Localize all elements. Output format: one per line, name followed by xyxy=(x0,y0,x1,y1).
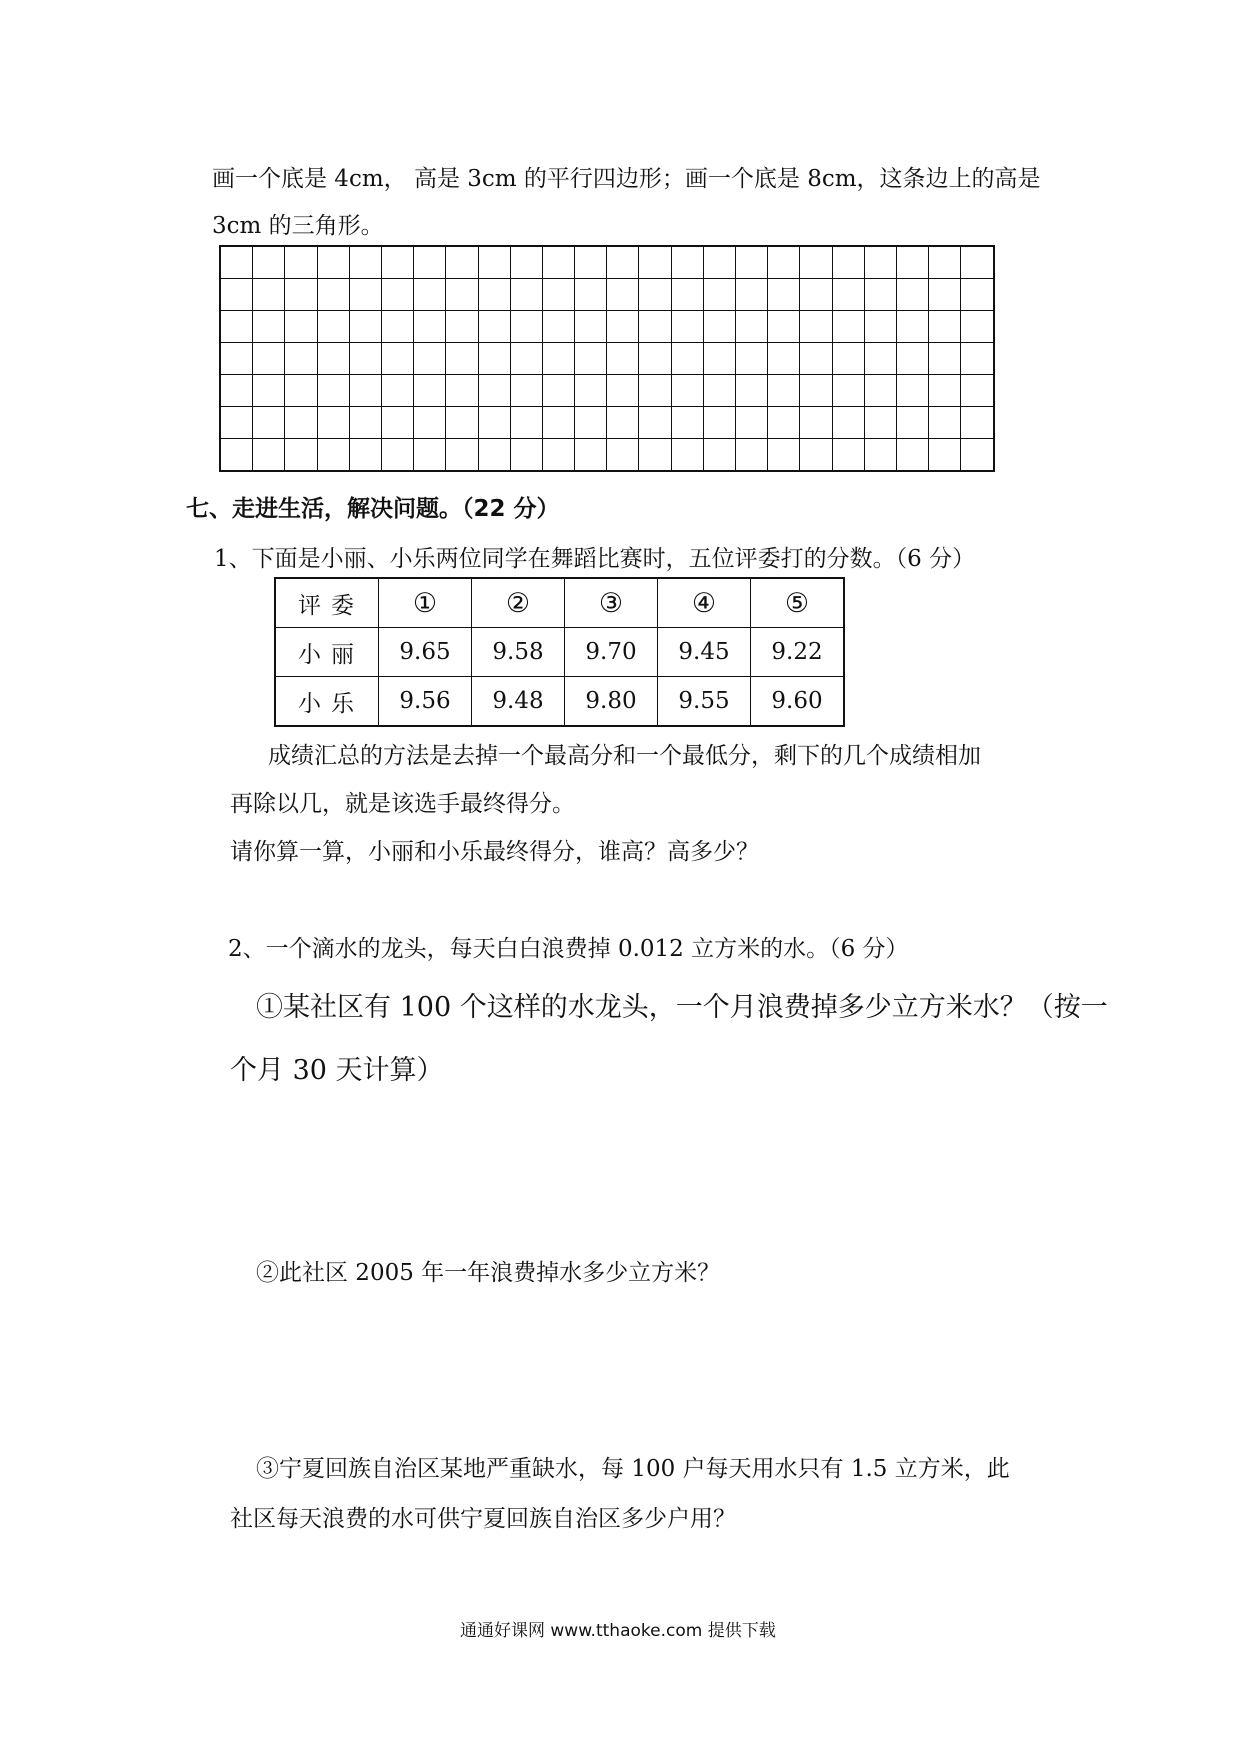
grid-cell xyxy=(736,375,768,407)
grid-cell xyxy=(703,311,735,343)
grid-cell xyxy=(671,375,703,407)
grid-cell xyxy=(510,246,542,279)
grid-cell xyxy=(478,246,510,279)
grid-cell xyxy=(253,279,285,311)
row-name: 小乐 xyxy=(275,677,379,727)
q2-text: 2、一个滴水的龙头，每天白白浪费掉 0.012 立方米的水。（6 分） xyxy=(228,936,909,962)
grid-cell xyxy=(703,439,735,472)
grid-cell xyxy=(832,246,864,279)
grid-cell xyxy=(896,279,928,311)
grid-cell xyxy=(542,407,574,439)
grid-row xyxy=(220,311,994,343)
grid-cell xyxy=(414,246,446,279)
grid-cell xyxy=(253,343,285,375)
grid-cell xyxy=(414,439,446,472)
grid-cell xyxy=(575,311,607,343)
grid-cell xyxy=(317,246,349,279)
score-cell: 9.58 xyxy=(472,628,565,677)
grid-cell xyxy=(317,279,349,311)
grid-cell xyxy=(446,311,478,343)
grid-cell xyxy=(832,279,864,311)
grid-cell xyxy=(285,343,317,375)
grid-cell xyxy=(220,279,253,311)
grid-cell xyxy=(349,407,381,439)
grid-cell xyxy=(607,375,639,407)
grid-row xyxy=(220,375,994,407)
grid-cell xyxy=(864,375,896,407)
grid-cell xyxy=(349,311,381,343)
grid-cell xyxy=(285,279,317,311)
judge-3: ③ xyxy=(565,578,658,628)
grid-cell xyxy=(575,343,607,375)
grid-cell xyxy=(671,246,703,279)
grid-cell xyxy=(220,407,253,439)
grid-cell xyxy=(414,343,446,375)
grid-cell xyxy=(542,311,574,343)
grid-cell xyxy=(510,407,542,439)
score-cell: 9.70 xyxy=(565,628,658,677)
grid-cell xyxy=(639,343,671,375)
drawing-grid xyxy=(219,245,995,472)
grid-cell xyxy=(446,407,478,439)
grid-cell xyxy=(510,439,542,472)
q2-sub1-line-1: ①某社区有 100 个这样的水龙头，一个月浪费掉多少立方米水？（按一 xyxy=(256,992,1108,1023)
grid-cell xyxy=(703,246,735,279)
grid-cell xyxy=(253,407,285,439)
grid-cell xyxy=(446,343,478,375)
grid-cell xyxy=(510,375,542,407)
grid-cell xyxy=(703,375,735,407)
grid-cell xyxy=(929,407,961,439)
grid-cell xyxy=(639,375,671,407)
score-cell: 9.45 xyxy=(658,628,751,677)
grid-cell xyxy=(768,407,800,439)
grid-cell xyxy=(671,343,703,375)
q1-method-line-1: 成绩汇总的方法是去掉一个最高分和一个最低分，剩下的几个成绩相加 xyxy=(268,743,981,769)
grid-cell xyxy=(768,311,800,343)
q2-sub1-line-2: 个月 30 天计算） xyxy=(230,1055,444,1086)
grid-cell xyxy=(510,343,542,375)
grid-cell xyxy=(542,246,574,279)
grid-cell xyxy=(832,311,864,343)
grid-row xyxy=(220,439,994,472)
table-header-label: 评委 xyxy=(275,578,379,628)
grid-cell xyxy=(542,343,574,375)
q1-question: 请你算一算，小丽和小乐最终得分，谁高？高多少？ xyxy=(230,839,759,865)
grid-cell xyxy=(896,375,928,407)
grid-cell xyxy=(736,311,768,343)
grid-cell xyxy=(639,311,671,343)
grid-cell xyxy=(317,311,349,343)
grid-cell xyxy=(317,439,349,472)
grid-cell xyxy=(349,439,381,472)
q2-sub3-line-2: 社区每天浪费的水可供宁夏回族自治区多少户用？ xyxy=(230,1506,736,1532)
grid-cell xyxy=(896,343,928,375)
grid-cell xyxy=(414,279,446,311)
score-cell: 9.56 xyxy=(379,677,472,727)
row-name: 小丽 xyxy=(275,628,379,677)
grid-cell xyxy=(736,343,768,375)
q1-text: 1、下面是小丽、小乐两位同学在舞蹈比赛时，五位评委打的分数。（6 分） xyxy=(214,546,976,572)
intro-line-2: 3cm 的三角形。 xyxy=(212,213,384,239)
grid-cell xyxy=(671,279,703,311)
grid-cell xyxy=(929,279,961,311)
grid-cell xyxy=(253,311,285,343)
grid-cell xyxy=(253,246,285,279)
grid-cell xyxy=(768,343,800,375)
grid-cell xyxy=(220,343,253,375)
grid-cell xyxy=(510,279,542,311)
table-header-row xyxy=(275,578,844,628)
grid-cell xyxy=(381,279,413,311)
grid-cell xyxy=(639,407,671,439)
q2-sub2: ②此社区 2005 年一年浪费掉水多少立方米？ xyxy=(256,1260,721,1286)
intro-line-1: 画一个底是 4cm， 高是 3cm 的平行四边形；画一个底是 8cm，这条边上的高是 xyxy=(212,166,1041,192)
grid-cell xyxy=(896,311,928,343)
grid-cell xyxy=(575,375,607,407)
grid-cell xyxy=(703,279,735,311)
grid-cell xyxy=(929,439,961,472)
score-cell: 9.22 xyxy=(751,628,845,677)
grid-cell xyxy=(703,343,735,375)
grid-cell xyxy=(607,311,639,343)
grid-cell xyxy=(253,375,285,407)
score-cell: 9.65 xyxy=(379,628,472,677)
grid-cell xyxy=(349,246,381,279)
grid-cell xyxy=(864,439,896,472)
grid-cell xyxy=(639,246,671,279)
grid-cell xyxy=(961,279,994,311)
table-row xyxy=(275,677,844,727)
grid-cell xyxy=(929,311,961,343)
grid-cell xyxy=(446,375,478,407)
grid-cell xyxy=(896,439,928,472)
grid-cell xyxy=(832,439,864,472)
grid-cell xyxy=(414,311,446,343)
grid-cell xyxy=(832,343,864,375)
grid-cell xyxy=(220,311,253,343)
section-7-title: 七、走进生活，解决问题。（22 分） xyxy=(186,496,560,522)
grid-cell xyxy=(961,439,994,472)
grid-cell xyxy=(349,279,381,311)
grid-cell xyxy=(253,439,285,472)
grid-cell xyxy=(864,407,896,439)
grid-cell xyxy=(542,375,574,407)
grid-cell xyxy=(381,246,413,279)
grid-cell xyxy=(864,246,896,279)
grid-cell xyxy=(929,343,961,375)
grid-cell xyxy=(575,279,607,311)
grid-cell xyxy=(768,279,800,311)
score-table xyxy=(274,577,845,727)
grid-cell xyxy=(285,439,317,472)
grid-cell xyxy=(800,407,832,439)
grid-cell xyxy=(800,311,832,343)
grid-cell xyxy=(929,375,961,407)
grid-row xyxy=(220,246,994,279)
grid-cell xyxy=(607,279,639,311)
grid-row xyxy=(220,343,994,375)
grid-cell xyxy=(478,279,510,311)
grid-cell xyxy=(575,246,607,279)
grid-cell xyxy=(800,375,832,407)
grid-cell xyxy=(575,439,607,472)
grid-cell xyxy=(220,246,253,279)
grid-cell xyxy=(317,375,349,407)
grid-cell xyxy=(478,375,510,407)
grid-cell xyxy=(542,439,574,472)
grid-cell xyxy=(671,407,703,439)
grid-cell xyxy=(414,407,446,439)
judge-5: ⑤ xyxy=(751,578,845,628)
grid-cell xyxy=(800,343,832,375)
grid-cell xyxy=(317,407,349,439)
grid-cell xyxy=(381,311,413,343)
grid-cell xyxy=(446,246,478,279)
grid-cell xyxy=(961,311,994,343)
q1-method-line-2: 再除以几，就是该选手最终得分。 xyxy=(230,791,575,817)
judge-1: ① xyxy=(379,578,472,628)
grid-cell xyxy=(800,439,832,472)
grid-cell xyxy=(671,311,703,343)
grid-cell xyxy=(285,246,317,279)
grid-cell xyxy=(736,279,768,311)
grid-cell xyxy=(381,439,413,472)
grid-cell xyxy=(220,375,253,407)
grid-cell xyxy=(381,375,413,407)
grid-cell xyxy=(478,407,510,439)
grid-cell xyxy=(510,311,542,343)
grid-cell xyxy=(864,343,896,375)
grid-cell xyxy=(446,439,478,472)
grid-cell xyxy=(800,279,832,311)
grid-cell xyxy=(446,279,478,311)
grid-cell xyxy=(768,439,800,472)
grid-cell xyxy=(736,246,768,279)
grid-cell xyxy=(896,407,928,439)
grid-cell xyxy=(768,246,800,279)
score-cell: 9.80 xyxy=(565,677,658,727)
grid-row xyxy=(220,407,994,439)
grid-cell xyxy=(864,279,896,311)
grid-cell xyxy=(832,407,864,439)
grid-cell xyxy=(832,375,864,407)
grid-cell xyxy=(671,439,703,472)
grid-cell xyxy=(607,407,639,439)
grid-cell xyxy=(639,279,671,311)
grid-cell xyxy=(285,311,317,343)
grid-cell xyxy=(639,439,671,472)
score-cell: 9.60 xyxy=(751,677,845,727)
table-row xyxy=(275,628,844,677)
grid-cell xyxy=(381,407,413,439)
grid-cell xyxy=(703,407,735,439)
grid-cell xyxy=(575,407,607,439)
grid-cell xyxy=(736,439,768,472)
grid-row xyxy=(220,279,994,311)
grid-cell xyxy=(381,343,413,375)
grid-cell xyxy=(961,375,994,407)
grid-cell xyxy=(349,343,381,375)
grid-cell xyxy=(542,279,574,311)
grid-cell xyxy=(736,407,768,439)
grid-cell xyxy=(961,407,994,439)
grid-cell xyxy=(478,343,510,375)
grid-cell xyxy=(607,343,639,375)
grid-cell xyxy=(961,343,994,375)
grid-cell xyxy=(864,311,896,343)
grid-cell xyxy=(607,246,639,279)
judge-2: ② xyxy=(472,578,565,628)
q2-sub3-line-1: ③宁夏回族自治区某地严重缺水，每 100 户每天用水只有 1.5 立方米，此 xyxy=(256,1456,1010,1482)
grid-cell xyxy=(220,439,253,472)
grid-cell xyxy=(414,375,446,407)
grid-cell xyxy=(896,246,928,279)
grid-cell xyxy=(961,246,994,279)
grid-cell xyxy=(929,246,961,279)
grid-cell xyxy=(285,407,317,439)
judge-4: ④ xyxy=(658,578,751,628)
grid-cell xyxy=(800,246,832,279)
grid-cell xyxy=(607,439,639,472)
score-cell: 9.48 xyxy=(472,677,565,727)
score-cell: 9.55 xyxy=(658,677,751,727)
grid-cell xyxy=(768,375,800,407)
grid-cell xyxy=(349,375,381,407)
grid-cell xyxy=(285,375,317,407)
page-footer: 通通好课网 www.tthaoke.com 提供下载 xyxy=(460,1621,776,1641)
grid-cell xyxy=(478,439,510,472)
grid-cell xyxy=(478,311,510,343)
grid-cell xyxy=(317,343,349,375)
